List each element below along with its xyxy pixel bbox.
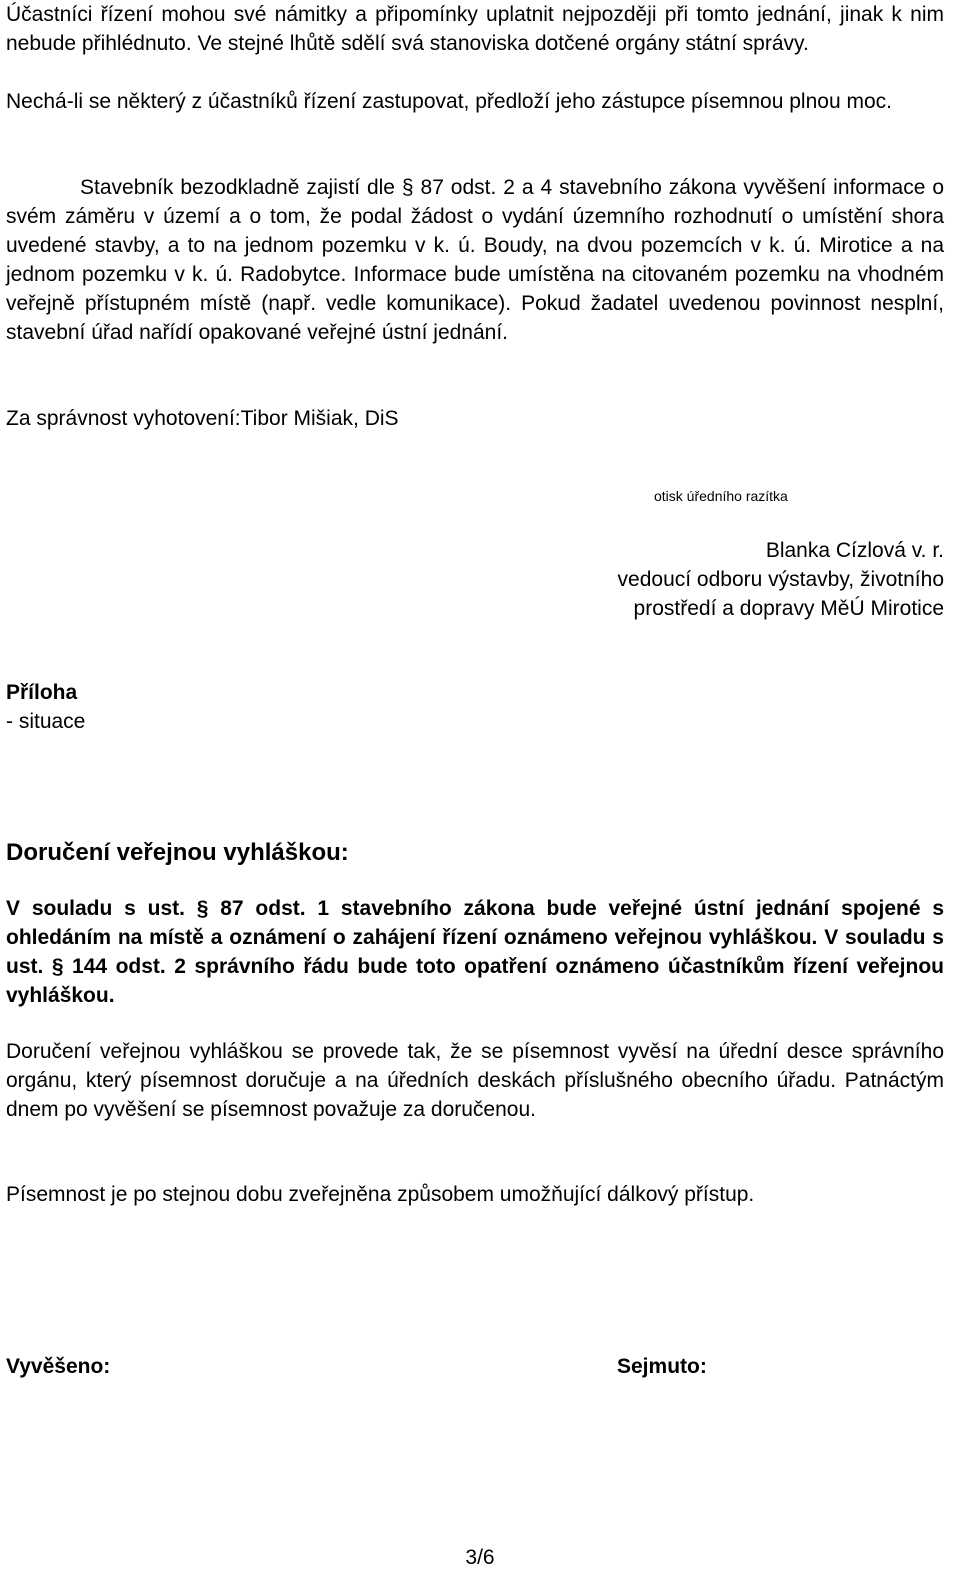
builder-notice: Stavebník bezodkladně zajistí dle § 87 odst. 2 a 4 stavebního zákona vyvěšení informace o svém záměru v území a o tom, že podal žádost o vydání územního rozhodnutí o umístění shora uvedené stavby, a to na jednom pozemku v k. ú. Boudy, na dvou pozemcích v k. ú. Mirotice a na jednom pozemku v k. ú. Radobytce. Informace bude umístěna na citovaném pozemku na vhodném veřejně přístupném místě (např. vedle komunikace). Pokud žadatel uvedenou povinnost nesplní, stavební úřad nařídí opakované veřejné ústní jednání. [6,176,944,344]
posted-label: Vyvěšeno: [6,1355,111,1378]
correctness-line: Za správnost vyhotovení:Tibor Mišiak, DiS [6,407,399,430]
page-number: 3/6 [465,1546,495,1569]
signer-name: Blanka Cízlová v. r. [765,539,944,562]
signer-role-line2: prostředí a dopravy MěÚ Mirotice [633,597,944,620]
delivery-procedure: Doručení veřejnou vyhláškou se provede tak, že se písemnost vyvěsí na úřední desce správního orgánu, který písemnost doručuje a na úředních deskách příslušného obecního úřadu. Patnáctým dnem po vyvěšení se písemnost považuje za doručenou. [6,1040,944,1121]
intro-objections: Účastníci řízení mohou své námitky a připomínky uplatnit nejpozději při tomto jednání, jinak k nim nebude přihlédnuto. Ve stejné lhůtě sdělí svá stanoviska dotčené orgány státní správy. [6,3,944,55]
delivery-legal-basis: V souladu s ust. § 87 odst. 1 stavebního zákona bude veřejné ústní jednání spojené s ohledáním na místě a oznámení o zahájení řízení oznámeno veřejnou vyhláškou. V souladu s ust. § 144 odst. 2 správního řádu bude toto opatření oznámeno účastníkům řízení veřejnou vyhláškou. [6,897,944,1007]
intro-representation: Nechá-li se některý z účastníků řízení zastupovat, předloží jeho zástupce písemnou plnou moc. [6,90,892,113]
delivery-heading: Doručení veřejnou vyhláškou: [6,839,349,866]
attachment-item: - situace [6,710,86,733]
signer-role-line1: vedoucí odboru výstavby, životního [617,568,944,591]
attachment-heading: Příloha [6,681,78,704]
signer-block [618,536,944,623]
removed-label: Sejmuto: [617,1355,707,1378]
stamp-label: otisk úředního razítka [654,488,788,504]
delivery-remote-access: Písemnost je po stejnou dobu zveřejněna způsobem umožňující dálkový přístup. [6,1183,755,1206]
